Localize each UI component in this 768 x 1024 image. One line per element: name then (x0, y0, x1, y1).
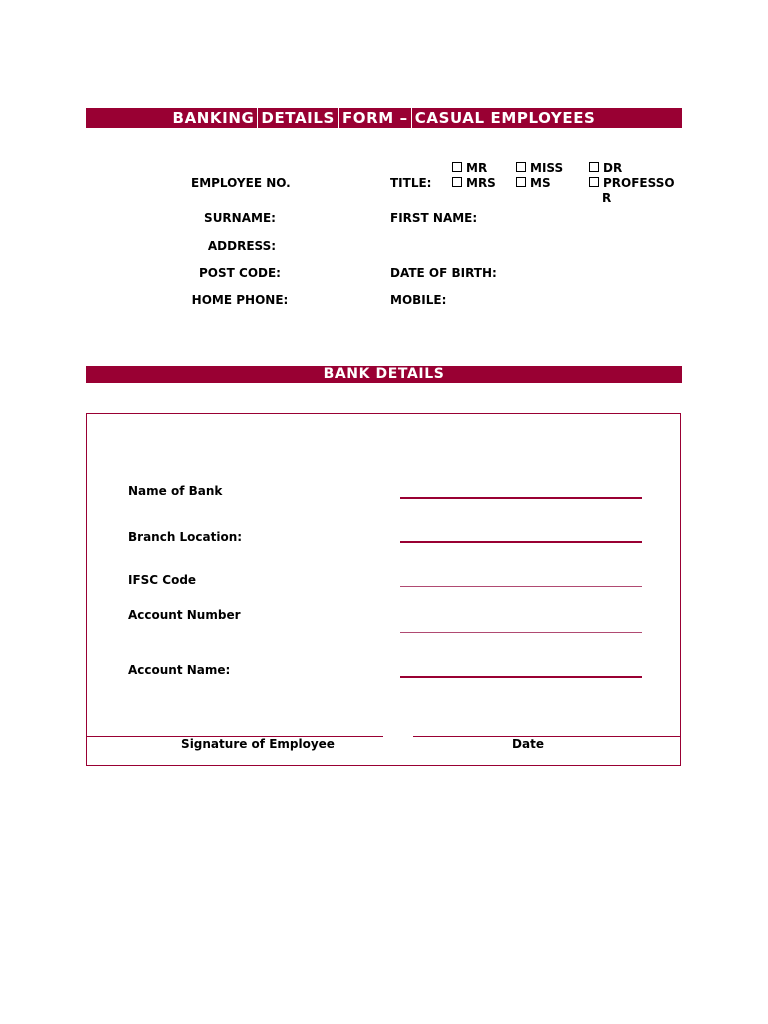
account-name-label: Account Name: (128, 663, 231, 677)
title-option-label: MS (530, 176, 551, 190)
ifsc-code-field[interactable] (400, 586, 642, 587)
name-of-bank-field[interactable] (400, 497, 642, 499)
title-option-label: PROFESSO (603, 176, 675, 190)
title-option-label: DR (603, 161, 623, 175)
bank-details-banner (86, 366, 682, 383)
title-label: TITLE: (390, 176, 432, 190)
address-label: ADDRESS: (207, 239, 277, 253)
title-option-professor[interactable] (589, 176, 675, 190)
checkbox-icon[interactable] (589, 162, 599, 172)
bank-details-heading: BANK DETAILS (323, 366, 445, 382)
checkbox-icon[interactable] (516, 177, 526, 187)
checkbox-icon[interactable] (452, 177, 462, 187)
form-title-part: DETAILS (257, 108, 338, 128)
ifsc-code-label: IFSC Code (128, 573, 197, 587)
date-label: Date (512, 737, 544, 751)
checkbox-icon[interactable] (516, 162, 526, 172)
account-number-field[interactable] (400, 632, 642, 633)
first-name-label: FIRST NAME: (390, 211, 478, 225)
title-option-label: MRS (466, 176, 496, 190)
title-option-wrap: R (602, 191, 612, 205)
title-option-dr[interactable] (589, 161, 622, 175)
branch-location-label: Branch Location: (128, 530, 243, 544)
title-option-mr[interactable] (452, 161, 487, 175)
account-number-label: Account Number (128, 608, 241, 622)
account-name-field[interactable] (400, 676, 642, 678)
title-option-miss[interactable] (516, 161, 563, 175)
dob-label: DATE OF BIRTH: (390, 266, 497, 280)
checkbox-icon[interactable] (452, 162, 462, 172)
surname-label: SURNAME: (204, 211, 276, 225)
mobile-label: MOBILE: (390, 293, 447, 307)
title-option-label: MR (466, 161, 488, 175)
home-phone-label: HOME PHONE: (191, 293, 289, 307)
title-option-ms[interactable] (516, 176, 551, 190)
form-title-part: CASUAL EMPLOYEES (411, 108, 599, 128)
checkbox-icon[interactable] (589, 177, 599, 187)
bank-details-box (86, 413, 681, 766)
title-option-label: MISS (530, 161, 564, 175)
employee-no-label: EMPLOYEE NO. (191, 176, 291, 190)
post-code-label: POST CODE: (199, 266, 281, 280)
title-option-mrs[interactable] (452, 176, 496, 190)
signature-label: Signature of Employee (181, 737, 335, 751)
form-title-part: BANKING (172, 109, 255, 127)
branch-location-field[interactable] (400, 541, 642, 543)
form-title-part: FORM – (338, 108, 411, 128)
form-title-banner (86, 108, 682, 128)
name-of-bank-label: Name of Bank (128, 484, 223, 498)
